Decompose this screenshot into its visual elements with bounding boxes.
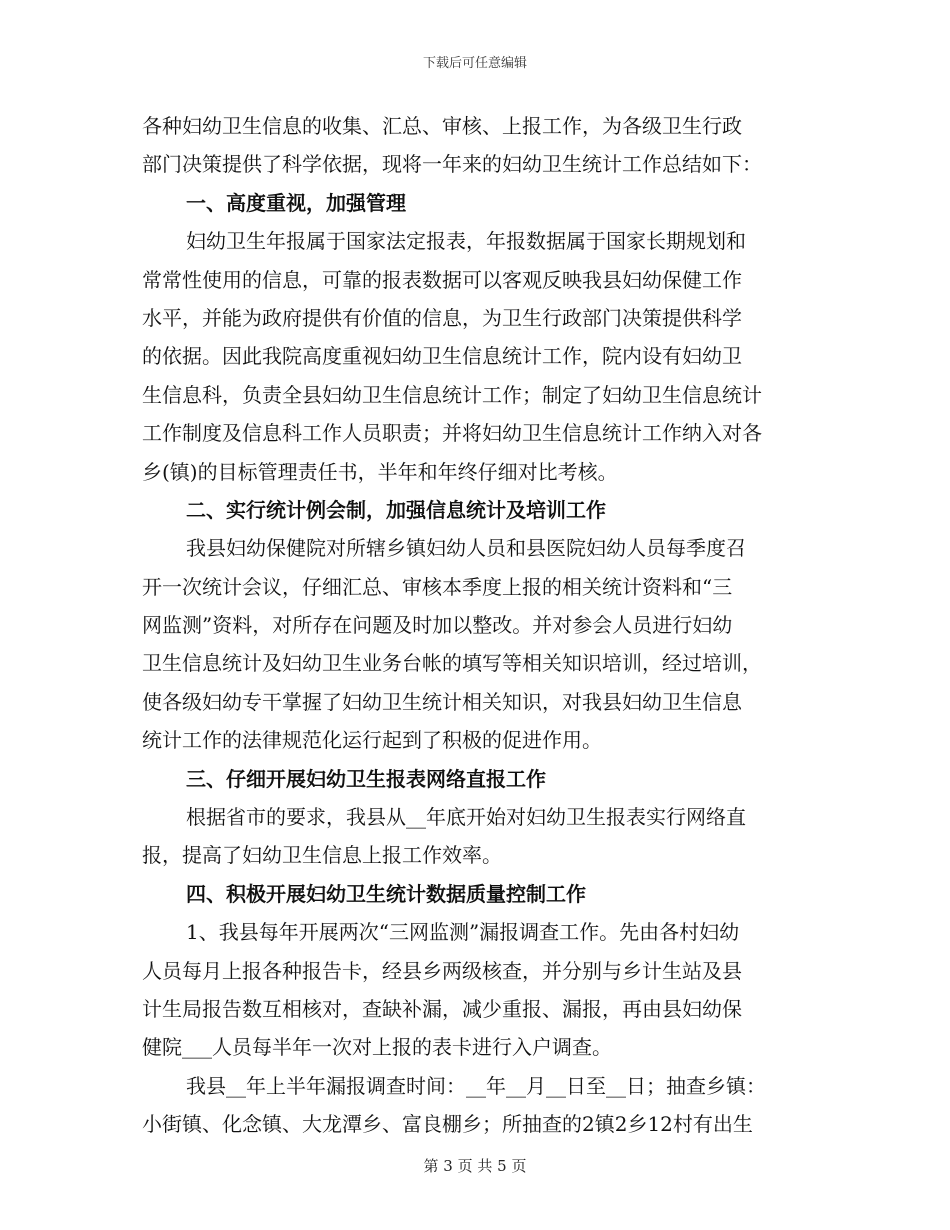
body-line: 人员每月上报各种报告卡，经县乡两级核查，并分别与乡计生站及县	[142, 958, 742, 983]
page-number-footer: 第 3 页 共 5 页	[423, 1157, 527, 1175]
body-line: 我县__年上半年漏报调查时间：__年__月__日至__日；抽查乡镇：	[186, 1073, 766, 1098]
body-line: 健院___人员每半年一次对上报的表卡进行入户调查。	[142, 1035, 612, 1060]
body-line: 计生局报告数互相核对，查缺补漏，减少重报、漏报，再由县妇幼保	[142, 996, 742, 1021]
body-line: 根据省市的要求，我县从__年底开始对妇幼卫生报表实行网络直	[186, 805, 746, 830]
section-heading-4: 四、积极开展妇幼卫生统计数据质量控制工作	[186, 881, 586, 906]
body-line: 生信息科，负责全县妇幼卫生信息统计工作；制定了妇幼卫生信息统计	[142, 382, 762, 407]
section-heading-1: 一、高度重视，加强管理	[186, 190, 406, 215]
body-line: 开一次统计会议，仔细汇总、审核本季度上报的相关统计资料和“三	[142, 574, 733, 599]
body-line: 工作制度及信息科工作人员职责；并将妇幼卫生信息统计工作纳入对各	[142, 421, 762, 446]
body-line: 部门决策提供了科学依据，现将一年来的妇幼卫生统计工作总结如下：	[142, 152, 762, 177]
document-body	[142, 107, 812, 1144]
body-line: 各种妇幼卫生信息的收集、汇总、审核、上报工作，为各级卫生行政	[142, 114, 742, 138]
body-line: 水平，并能为政府提供有价值的信息，为卫生行政部门决策提供科学	[142, 305, 742, 330]
body-line: 的依据。因此我院高度重视妇幼卫生信息统计工作，院内设有妇幼卫	[142, 344, 742, 369]
body-line: 小街镇、化念镇、大龙潭乡、富良棚乡；所抽查的2镇2乡12村有出生	[142, 1112, 753, 1137]
body-line: 使各级妇幼专干掌握了妇幼卫生统计相关知识，对我县妇幼卫生信息	[142, 689, 742, 714]
body-line: 妇幼卫生年报属于国家法定报表，年报数据属于国家长期规划和	[186, 229, 746, 254]
body-line: 乡(镇)的目标管理责任书，半年和年终仔细对比考核。	[142, 459, 618, 484]
section-heading-2: 二、实行统计例会制，加强信息统计及培训工作	[186, 497, 606, 522]
body-line: 1、我县每年开展两次“三网监测”漏报调查工作。先由各村妇幼	[186, 920, 740, 945]
body-line: 网监测”资料，对所存在问题及时加以整改。并对参会人员进行妇幼	[142, 613, 733, 638]
body-line: 统计工作的法律规范化运行起到了积极的促进作用。	[142, 728, 602, 753]
section-heading-3: 三、仔细开展妇幼卫生报表网络直报工作	[186, 766, 546, 791]
body-line: 卫生信息统计及妇幼卫生业务台帐的填写等相关知识培训，经过培训，	[142, 651, 762, 676]
body-line: 常常性使用的信息，可靠的报表数据可以客观反映我县妇幼保健工作	[142, 267, 742, 292]
body-line: 报，提高了妇幼卫生信息上报工作效率。	[142, 843, 502, 868]
page-header: 下载后可任意编辑	[422, 56, 527, 71]
body-line: 我县妇幼保健院对所辖乡镇妇幼人员和县医院妇幼人员每季度召	[186, 536, 746, 561]
